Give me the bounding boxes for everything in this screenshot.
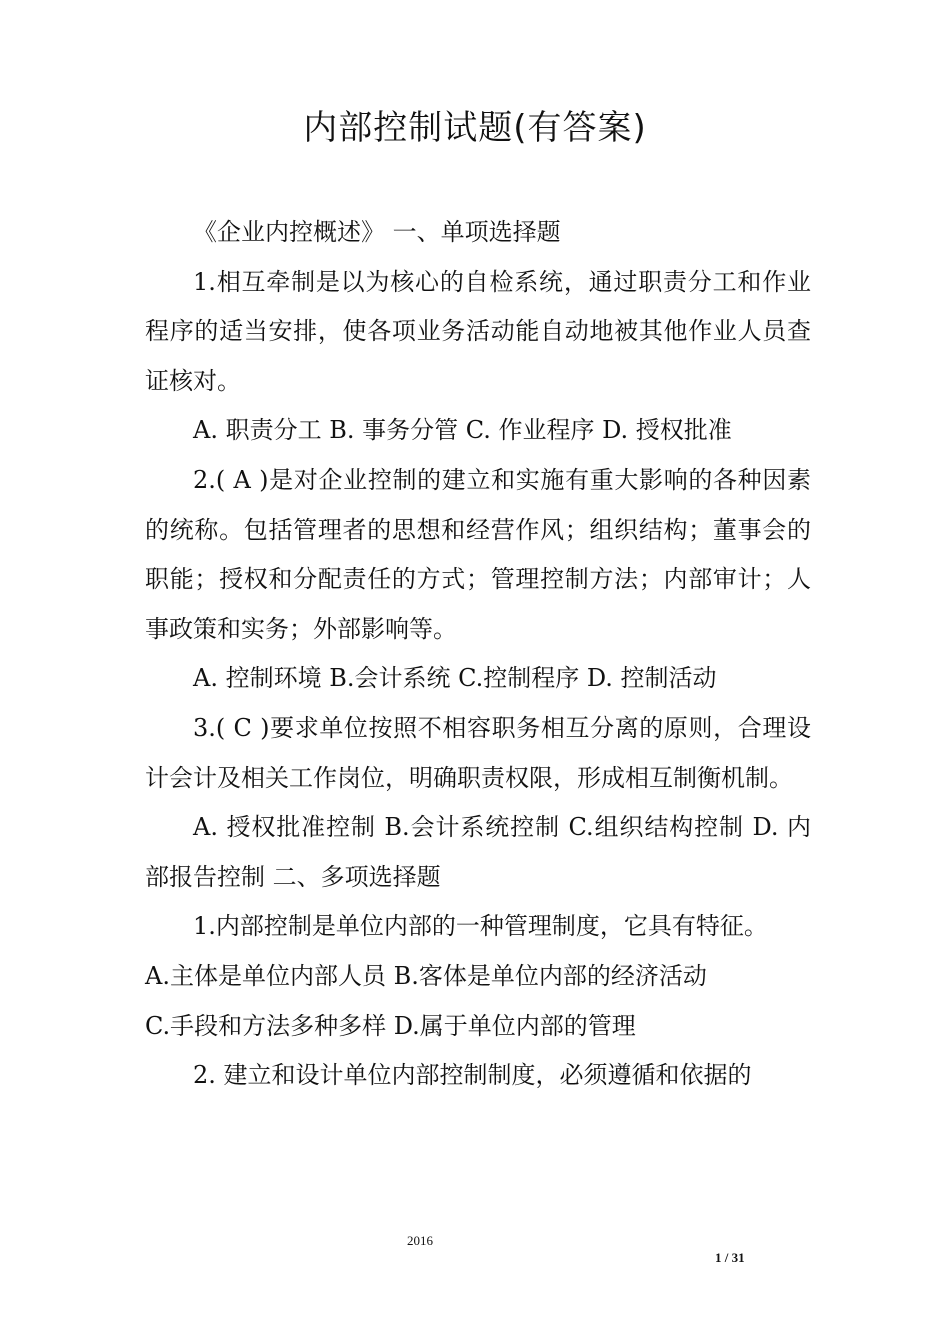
paragraph: 2.( A )是对企业控制的建立和实施有重大影响的各种因素的统称。包括管理者的思想和经营作风；组织结构；董事会的职能；授权和分配责任的方式；管理控制方法；内部审计；人事政策和实务；外部影响等。 — [145, 465, 811, 643]
paragraph: A.主体是单位内部人员 B.客体是单位内部的经济活动 — [145, 961, 707, 990]
paragraph: C.手段和方法多种多样 D.属于单位内部的管理 — [145, 1011, 636, 1040]
paragraph: A. 授权批准控制 B.会计系统控制 C.组织结构控制 D. 内部报告控制 二、多项选择题 — [145, 813, 811, 891]
paragraph: 《企业内控概述》 一、单项选择题 — [193, 218, 561, 246]
paragraph: 1.内部控制是单位内部的一种管理制度，它具有特征。 — [193, 912, 768, 941]
document-title: 内部控制试题(有答案) — [303, 108, 647, 148]
paragraph: 2. 建立和设计单位内部控制制度，必须遵循和依据的 — [193, 1061, 752, 1090]
paragraph: 3.( C )要求单位按照不相容职务相互分离的原则，合理设计会计及相关工作岗位，明确职责权限，形成相互制衡机制。 — [145, 713, 811, 792]
paragraph: A. 控制环境 B.会计系统 C.控制程序 D. 控制活动 — [193, 664, 717, 693]
paragraph: 1.相互牵制是以为核心的自检系统，通过职责分工和作业程序的适当安排，使各项业务活动能自动地被其他作业人员查证核对。 — [145, 267, 811, 395]
footer-year: 2016 — [407, 1233, 433, 1248]
document-body — [145, 208, 811, 1101]
page-number: 1 / 31 — [715, 1250, 745, 1265]
paragraph: A. 职责分工 B. 事务分管 C. 作业程序 D. 授权批准 — [193, 416, 732, 445]
